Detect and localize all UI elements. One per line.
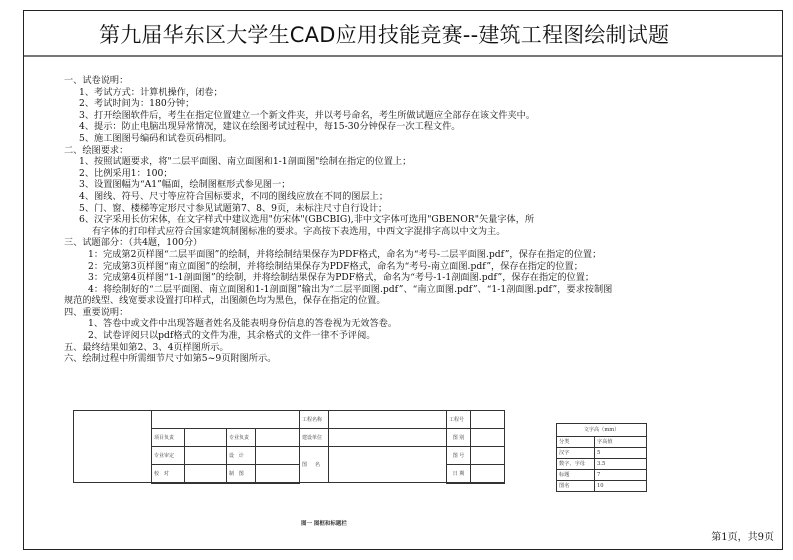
discipline-lead-label: 专业负责 [227, 429, 256, 447]
figure-caption: 图一 图框和标题栏 [301, 521, 347, 527]
drawing-name-value [329, 447, 447, 483]
font-height-header: 文字高（mm） [557, 424, 647, 437]
project-lead-label: 项目负责 [152, 429, 185, 447]
check-value [185, 465, 227, 483]
list-item: 6、汉字采用长仿宋体，在文字样式中建议选用"仿宋体"(GBCBIG),非中文字体可选用"GBENOR"矢量字体，所 [79, 214, 535, 226]
list-item: 2、比例采用1：100； [79, 167, 173, 179]
table-cell: 汉字 [557, 448, 595, 459]
section-heading: 三、试题部分：（共4题，100分） [64, 237, 203, 249]
list-item: 4：将绘制好的“二层平面图、南立面图和1-1剖面图”输出为“二层平面图.pdf”、“南立面图.pdf”、“1-1剖面图.pdf”，要求按制图 [88, 283, 613, 295]
table-cell: 图名 [557, 481, 595, 492]
date-label: 日 期 [447, 465, 471, 483]
list-item: 1：完成第2页样图“二层平面图”的绘制，并将绘制结果保存为PDF格式，命名为“考号-二层平面图.pdf”，保存在指定的位置； [88, 248, 602, 260]
project-name-value [329, 411, 447, 429]
list-item: 3、设置图幅为“A1”幅面，绘制图框形式参见图一； [79, 179, 291, 191]
discipline-review-value [185, 447, 227, 465]
list-item: 1、按照试题要求，将"二层平面图、南立面图和1-1剖面图"绘制在指定的位置上； [79, 156, 412, 168]
list-item: 4、图线、符号、尺寸等应符合国标要求，不同的图线应放在不同的图层上； [79, 190, 389, 202]
client-value [329, 429, 447, 447]
list-item-continuation: 有字体的打印样式应符合国家建筑制图标准的要求。字高按下表选用，中西文字混排字高以中文为主。 [92, 225, 506, 237]
date-value [471, 465, 505, 483]
table-cell: 7 [595, 470, 647, 481]
font-height-table [556, 423, 647, 492]
section-heading: 四、重要说明： [64, 306, 129, 318]
logo-cell [74, 411, 152, 483]
project-no-value [471, 411, 505, 429]
drawing-type-label: 图 别 [447, 429, 471, 447]
table-cell: 5 [595, 448, 647, 459]
list-item: 5、施工图图号编码和试卷页码相同。 [79, 132, 232, 144]
check-label: 校 对 [152, 465, 185, 483]
title-bar [24, 11, 782, 57]
list-item: 2、考试时间为：180分钟； [79, 98, 195, 110]
drawing-no-label: 图 号 [447, 447, 471, 465]
list-item: 3：完成第4页样图“1-1剖面图”的绘制，并将绘制结果保存为PDF格式，命名为“考号-1-1剖面图.pdf”，保存在指定的位置； [88, 272, 595, 284]
project-lead-value [185, 429, 227, 447]
column-header: 字高值 [595, 437, 647, 448]
page-title: 第九届华东区大学生CAD应用技能竞赛--建筑工程图绘制试题 [99, 23, 670, 47]
table-cell: 3.5 [595, 459, 647, 470]
table-cell: 数字、字母 [557, 459, 595, 470]
page-indicator: 第1页，共9页 [711, 532, 774, 543]
table-cell: 标题 [557, 470, 595, 481]
discipline-review-label: 专业审定 [152, 447, 185, 465]
section-heading: 五、最终结果如第2、3、4页样图所示。 [64, 341, 229, 353]
drawing-frame [23, 10, 783, 550]
design-value [256, 447, 300, 465]
discipline-lead-value [256, 429, 300, 447]
list-item: 2：完成第3页样图“南立面图”的绘制，并将绘制结果保存为PDF格式，命名为“考号-南立面图.pdf”，保存在指定的位置； [88, 260, 583, 272]
design-label: 设 计 [227, 447, 256, 465]
list-item: 4、提示：防止电脑出现异常情况，建议在绘图考试过程中，每15-30分钟保存一次工程文件。 [79, 121, 461, 133]
section-heading: 六、绘制过程中所需细节尺寸如第5~9页附图所示。 [64, 353, 277, 365]
list-item-continuation: 规范的线型、线宽要求设置打印样式，出图颜色均为黑色，保存在指定的位置。 [64, 295, 386, 307]
column-header: 分类 [557, 437, 595, 448]
drawing-name-label: 图 名 [300, 447, 329, 483]
title-block-table [73, 410, 505, 484]
list-item: 5、门、窗、楼梯等定形尺寸参见试题第7、8、9页，未标注尺寸自行设计； [79, 202, 388, 214]
project-no-label: 工程号 [447, 411, 471, 429]
list-item: 1、答卷中或文件中出现答题者姓名及能表明身份信息的答卷视为无效答卷。 [88, 318, 398, 330]
section-heading: 二、绘图要求： [64, 144, 129, 156]
list-item: 2、试卷评阅只以pdf格式的文件为准，其余格式的文件一律不予评阅。 [88, 330, 376, 342]
client-label: 建设单位 [300, 429, 329, 447]
list-item: 1、考试方式：计算机操作，闭卷； [79, 86, 223, 98]
draft-value [256, 465, 300, 483]
drawing-type-value [471, 429, 505, 447]
draft-label: 制 图 [227, 465, 256, 483]
section-heading: 一、试卷说明： [64, 75, 129, 86]
instructions [64, 75, 612, 365]
list-item: 3、打开绘图软件后，考生在指定位置建立一个新文件夹，并以考号命名，考生所做试题应全部存在该文件夹中。 [79, 109, 536, 121]
drawing-no-value [471, 447, 505, 465]
project-name-label: 工程名称 [300, 411, 329, 429]
blank-cell [152, 411, 300, 429]
table-cell: 10 [595, 481, 647, 492]
